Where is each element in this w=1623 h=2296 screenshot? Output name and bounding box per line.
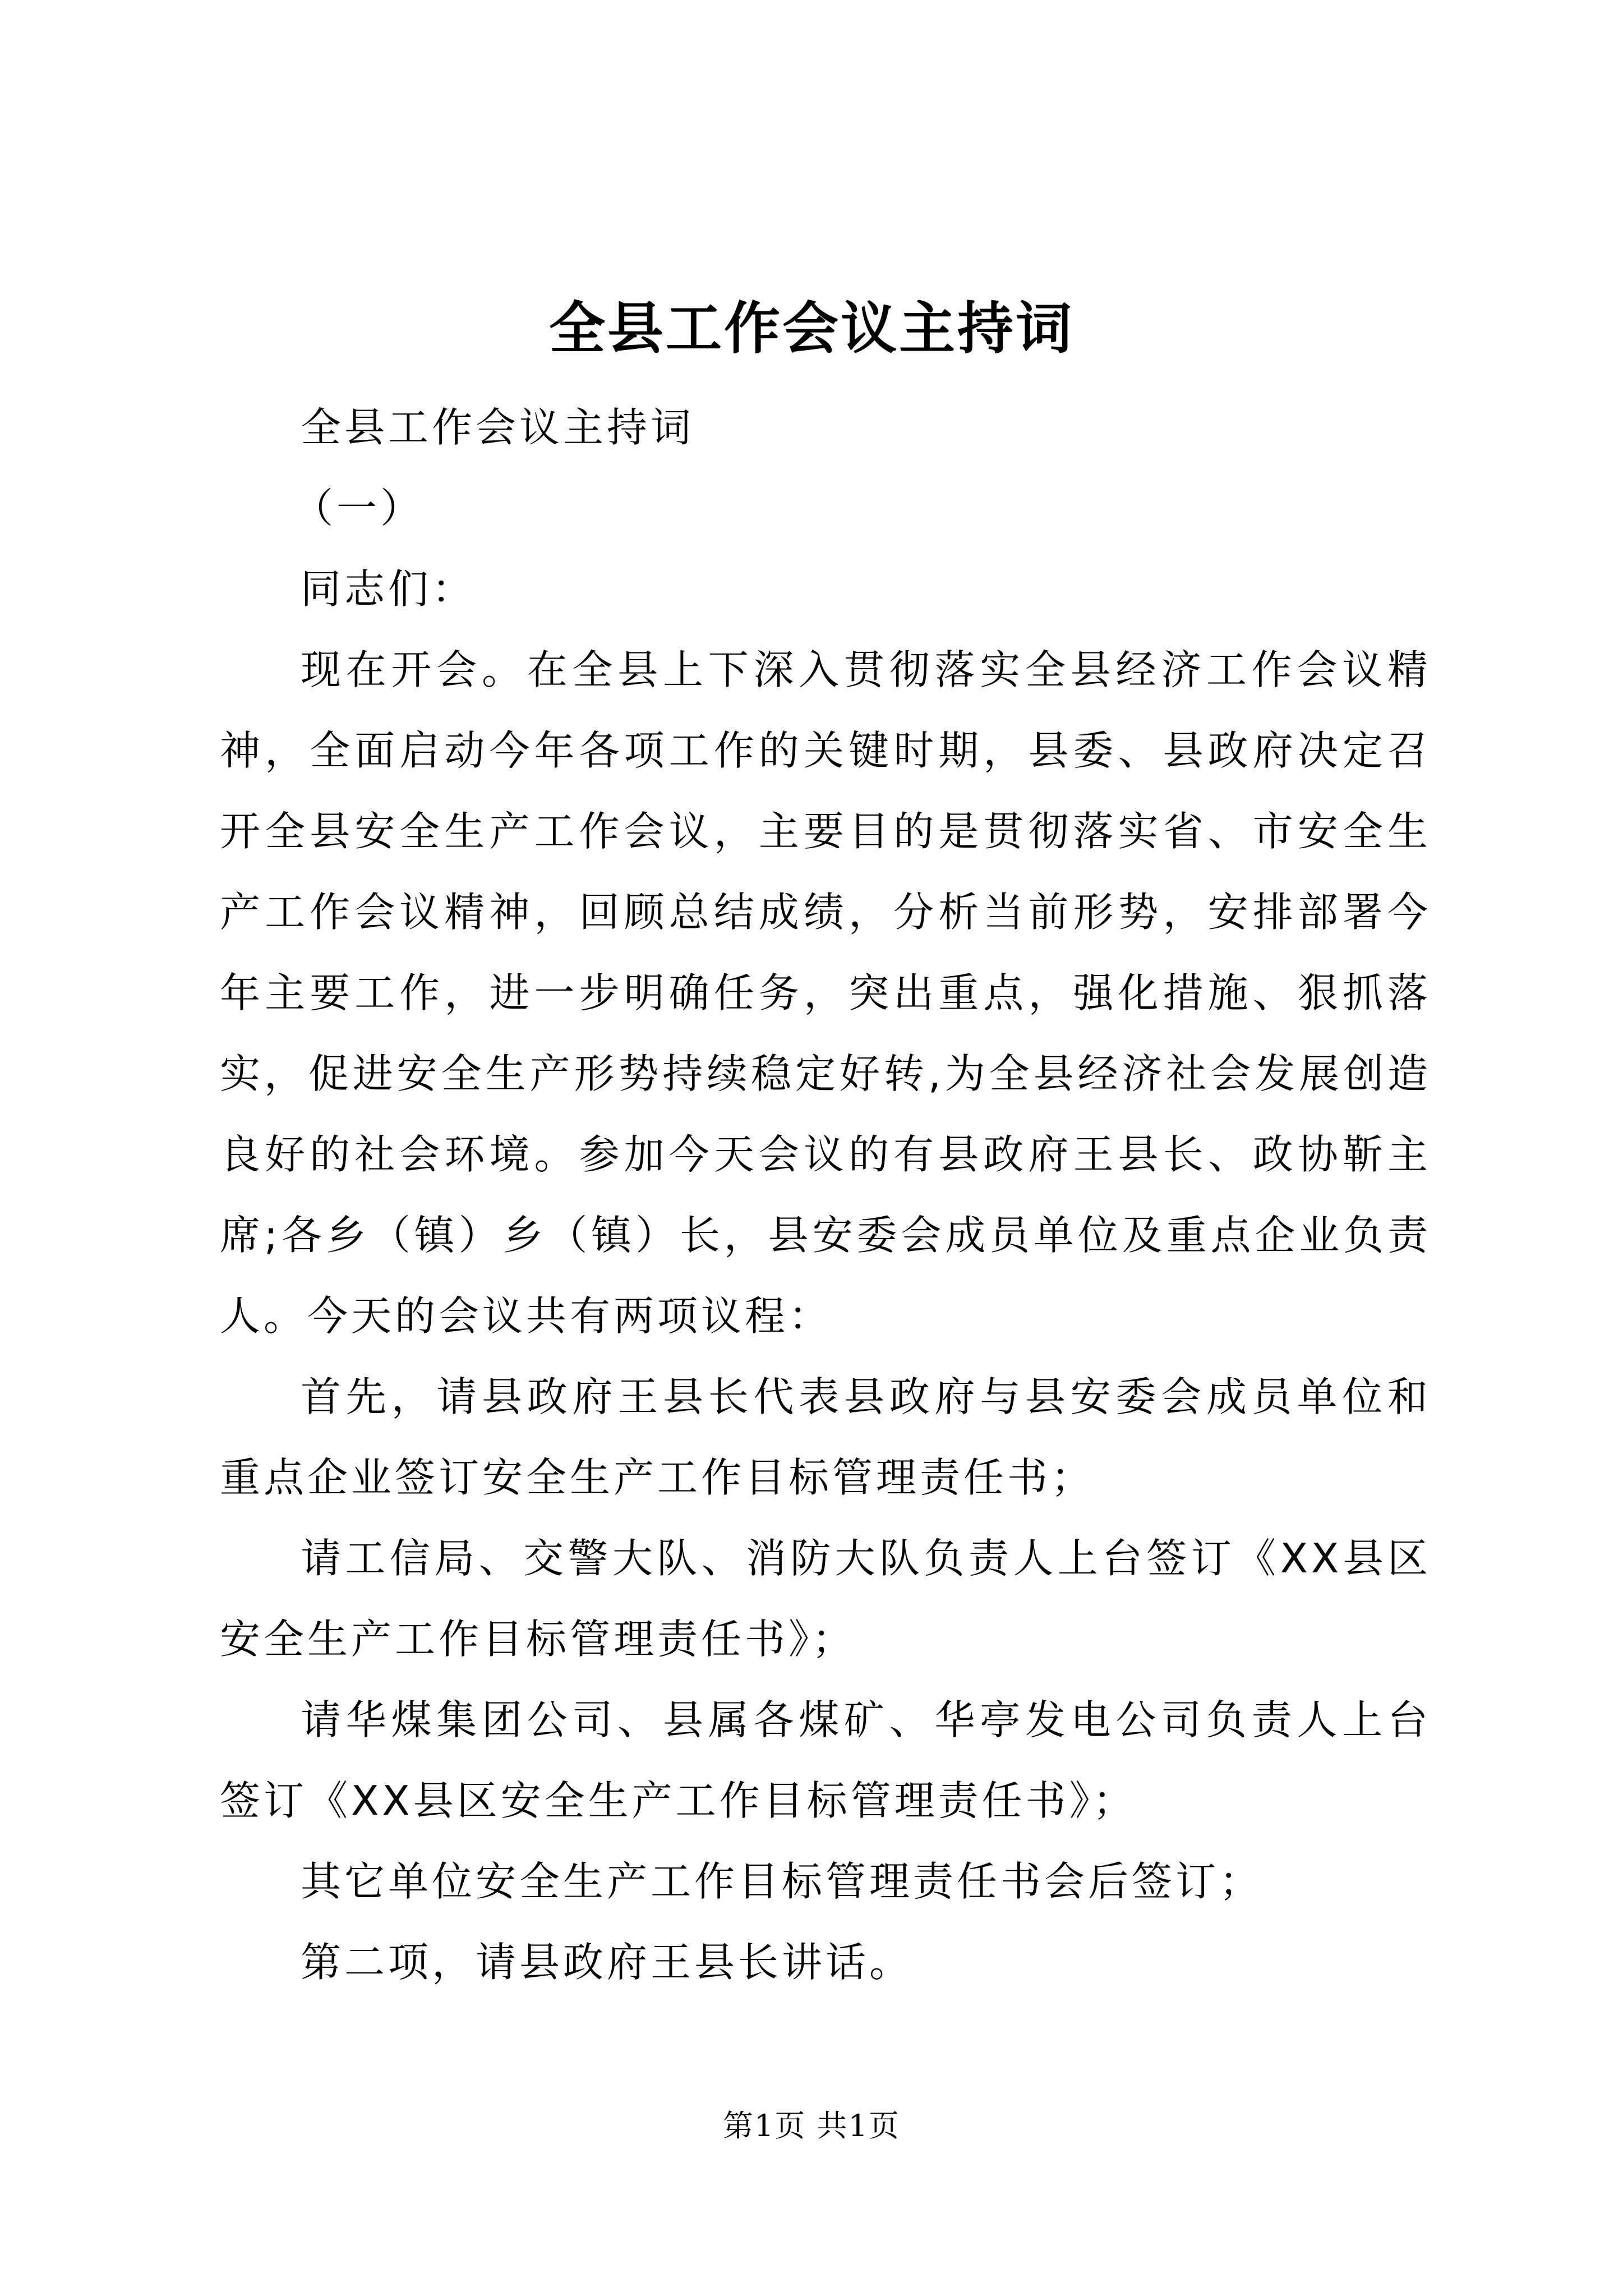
paragraph-item-first: 首先，请县政府王县长代表县政府与县安委会成员单位和重点企业签订安全生产工作目标管理责任书； (220, 1373, 1431, 1501)
paragraph-item-second: 第二项，请县政府王县长讲话。 (301, 1939, 914, 1986)
paragraph-item-signing-2: 请华煤集团公司、县属各煤矿、华亭发电公司负责人上台签订《XX县区安全生产工作目标管理责任书》； (220, 1696, 1431, 1824)
document-title: 全县工作会议主持词 (549, 295, 1074, 361)
paragraph-subtitle: 全县工作会议主持词 (301, 404, 695, 451)
paragraph-item-others: 其它单位安全生产工作目标管理责任书会后签订； (301, 1858, 1264, 1905)
document-body (220, 387, 1431, 2003)
paragraph-salutation: 同志们： (301, 565, 476, 613)
page-footer: 第1页 共1页 (723, 2108, 900, 2143)
paragraph-section-number: （一） (293, 485, 425, 532)
paragraph-opening: 现在开会。在全县上下深入贯彻落实全县经济工作会议精神，全面启动今年各项工作的关键时期，县委、县政府决定召开全县安全生产工作会议，主要目的是贯彻落实省、市安全生产工作会议精神，回顾总结成绩，分析当前形势，安排部署今年主要工作，进一步明确任务，突出重点，强化措施、狠抓落实，促进安全生产形势持续稳定好转,为全县经济社会发展创造良好的社会环境。参加今天会议的有县政府王县长、政协靳主席;各乡（镇）乡（镇）长，县安委会成员单位及重点企业负责人。今天的会议共有两项议程： (220, 646, 1431, 1340)
paragraph-item-signing-1: 请工信局、交警大队、消防大队负责人上台签订《XX县区安全生产工作目标管理责任书》； (220, 1535, 1431, 1663)
